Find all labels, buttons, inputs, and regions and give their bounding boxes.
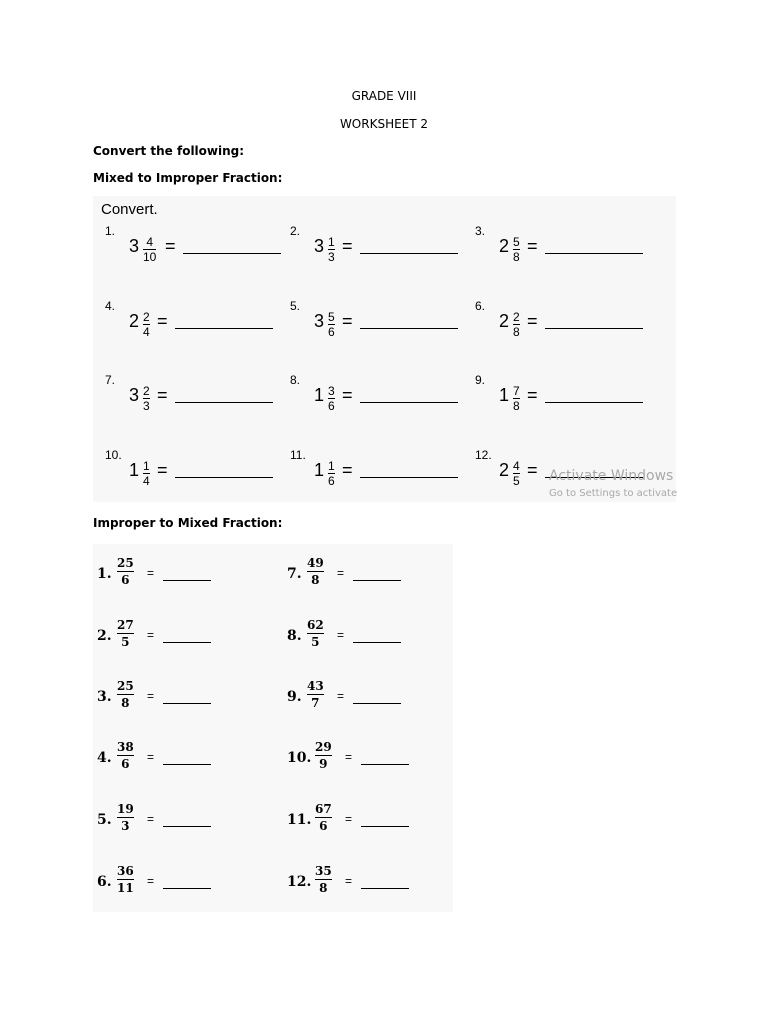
equals-sign: = [147, 689, 155, 703]
equals-sign: = [342, 236, 353, 256]
denominator: 5 [513, 474, 520, 488]
fraction [513, 385, 520, 412]
fraction-bar [315, 817, 332, 818]
fraction-bar [315, 755, 332, 756]
fraction [117, 557, 134, 586]
improper-question [97, 736, 257, 776]
improper-question [287, 552, 447, 592]
question-number: 10. [287, 750, 312, 766]
whole-number: 3 [129, 385, 140, 405]
improper-question [287, 736, 447, 776]
improper-question [97, 798, 257, 838]
question-number: 9. [475, 373, 486, 387]
answer-blank[interactable] [353, 703, 401, 704]
numerator: 27 [117, 618, 134, 632]
denominator: 8 [513, 399, 520, 413]
mixed-question [475, 299, 655, 339]
equals-sign: = [157, 311, 168, 331]
denominator: 8 [311, 573, 320, 587]
equals-sign: = [342, 311, 353, 331]
question-number: 10. [105, 448, 122, 462]
fraction-bar [117, 694, 134, 695]
equals-sign: = [337, 566, 345, 580]
fraction-bar [307, 633, 324, 634]
equals-sign: = [527, 460, 538, 480]
improper-question [97, 552, 257, 592]
answer-blank[interactable] [183, 253, 281, 254]
question-number: 2. [97, 628, 112, 644]
answer-blank[interactable] [175, 402, 273, 403]
answer-blank[interactable] [360, 253, 458, 254]
mixed-question [105, 299, 285, 339]
answer-blank[interactable] [361, 826, 409, 827]
numerator: 29 [315, 740, 332, 754]
denominator: 5 [311, 635, 320, 649]
equals-sign: = [157, 460, 168, 480]
question-number: 6. [97, 874, 112, 890]
question-number: 1. [97, 566, 112, 582]
question-number: 8. [290, 373, 301, 387]
equals-sign: = [337, 628, 345, 642]
improper-fraction-exercise [93, 544, 453, 912]
equals-sign: = [342, 385, 353, 405]
fraction [117, 803, 134, 832]
answer-blank[interactable] [353, 642, 401, 643]
convert-label: Convert. [101, 201, 158, 218]
denominator: 8 [319, 881, 328, 895]
fraction [513, 236, 520, 263]
fraction [328, 385, 335, 412]
numerator: 1 [143, 459, 150, 473]
mixed-fraction-exercise [93, 196, 676, 502]
answer-blank[interactable] [360, 402, 458, 403]
answer-blank[interactable] [163, 580, 211, 581]
numerator: 1 [328, 459, 335, 473]
denominator: 6 [328, 399, 335, 413]
equals-sign: = [147, 628, 155, 642]
whole-number: 3 [129, 236, 140, 256]
whole-number: 2 [499, 236, 510, 256]
fraction [315, 741, 332, 770]
activate-windows-hint: Go to Settings to activate [549, 488, 678, 499]
mixed-question [290, 224, 470, 264]
answer-blank[interactable] [545, 402, 643, 403]
numerator: 35 [315, 864, 332, 878]
fraction [143, 311, 150, 338]
mixed-question [475, 373, 655, 413]
fraction [307, 680, 324, 709]
fraction [117, 680, 134, 709]
numerator: 2 [513, 310, 520, 324]
answer-blank[interactable] [175, 477, 273, 478]
numerator: 4 [146, 235, 154, 249]
numerator: 43 [307, 679, 324, 693]
answer-blank[interactable] [545, 253, 643, 254]
question-number: 11. [290, 448, 306, 462]
fraction-bar [117, 571, 134, 572]
question-number: 3. [97, 689, 112, 705]
denominator: 9 [319, 757, 328, 771]
grade-title: GRADE VIII [351, 89, 417, 103]
equals-sign: = [342, 460, 353, 480]
fraction-bar [117, 817, 134, 818]
mixed-question [290, 448, 470, 488]
improper-question [287, 614, 447, 654]
fraction-bar [315, 879, 332, 880]
denominator: 6 [328, 474, 335, 488]
worksheet-title: WORKSHEET 2 [339, 117, 429, 131]
fraction [117, 865, 134, 894]
fraction-bar [117, 755, 134, 756]
section-improper-title: Improper to Mixed Fraction: [93, 516, 283, 530]
mixed-question [105, 448, 285, 488]
answer-blank[interactable] [163, 703, 211, 704]
denominator: 4 [143, 325, 150, 339]
fraction [513, 311, 520, 338]
fraction [328, 311, 335, 338]
whole-number: 3 [314, 311, 325, 331]
denominator: 8 [513, 250, 520, 264]
denominator: 6 [121, 757, 130, 771]
answer-blank[interactable] [353, 580, 401, 581]
fraction [143, 385, 150, 412]
denominator: 3 [328, 250, 335, 264]
activate-windows-watermark: Activate Windows [549, 468, 674, 484]
denominator: 6 [328, 325, 335, 339]
equals-sign: = [147, 874, 155, 888]
numerator: 49 [307, 556, 324, 570]
fraction-bar [307, 694, 324, 695]
denominator: 8 [513, 325, 520, 339]
numerator: 2 [143, 384, 150, 398]
mixed-question [105, 373, 285, 413]
question-number: 8. [287, 628, 302, 644]
instruction-text: Convert the following: [93, 144, 245, 158]
fraction [328, 460, 335, 487]
equals-sign: = [345, 812, 353, 826]
improper-question [97, 860, 257, 900]
question-number: 12. [287, 874, 312, 890]
denominator: 3 [143, 399, 150, 413]
equals-sign: = [527, 385, 538, 405]
fraction [143, 236, 156, 263]
whole-number: 2 [499, 311, 510, 331]
equals-sign: = [165, 236, 176, 256]
whole-number: 1 [314, 460, 325, 480]
denominator: 7 [311, 696, 320, 710]
whole-number: 3 [314, 236, 325, 256]
improper-question [97, 675, 257, 715]
equals-sign: = [337, 689, 345, 703]
numerator: 25 [117, 679, 134, 693]
mixed-question [290, 299, 470, 339]
question-number: 2. [290, 224, 301, 238]
denominator: 6 [319, 819, 328, 833]
equals-sign: = [345, 874, 353, 888]
fraction-bar [117, 633, 134, 634]
question-number: 7. [287, 566, 302, 582]
whole-number: 2 [129, 311, 140, 331]
answer-blank[interactable] [360, 328, 458, 329]
answer-blank[interactable] [175, 328, 273, 329]
fraction [513, 460, 520, 487]
numerator: 5 [513, 235, 520, 249]
equals-sign: = [147, 566, 155, 580]
question-number: 9. [287, 689, 302, 705]
denominator: 4 [143, 474, 150, 488]
answer-blank[interactable] [163, 764, 211, 765]
fraction [307, 557, 324, 586]
answer-blank[interactable] [361, 888, 409, 889]
equals-sign: = [527, 311, 538, 331]
improper-question [287, 675, 447, 715]
equals-sign: = [527, 236, 538, 256]
fraction [307, 619, 324, 648]
fraction [315, 865, 332, 894]
mixed-question [290, 373, 470, 413]
mixed-question [105, 224, 285, 264]
numerator: 62 [307, 618, 324, 632]
denominator: 11 [117, 881, 134, 895]
section-mixed-title: Mixed to Improper Fraction: [93, 171, 283, 185]
numerator: 1 [328, 235, 335, 249]
whole-number: 1 [499, 385, 510, 405]
answer-blank[interactable] [361, 764, 409, 765]
numerator: 4 [513, 459, 520, 473]
fraction [117, 619, 134, 648]
whole-number: 1 [129, 460, 140, 480]
improper-question [287, 798, 447, 838]
question-number: 5. [290, 299, 301, 313]
fraction [117, 741, 134, 770]
numerator: 36 [117, 864, 134, 878]
numerator: 5 [328, 310, 335, 324]
answer-blank[interactable] [360, 477, 458, 478]
denominator: 6 [121, 573, 130, 587]
mixed-question [475, 224, 655, 264]
answer-blank[interactable] [163, 642, 211, 643]
equals-sign: = [157, 385, 168, 405]
fraction [315, 803, 332, 832]
question-number: 6. [475, 299, 486, 313]
numerator: 25 [117, 556, 134, 570]
denominator: 3 [121, 819, 130, 833]
numerator: 67 [315, 802, 332, 816]
fraction-bar [117, 879, 134, 880]
question-number: 4. [97, 750, 112, 766]
question-number: 11. [287, 812, 312, 828]
numerator: 19 [117, 802, 134, 816]
denominator: 8 [121, 696, 130, 710]
denominator: 10 [143, 250, 157, 264]
numerator: 38 [117, 740, 134, 754]
numerator: 7 [513, 384, 520, 398]
whole-number: 2 [499, 460, 510, 480]
improper-question [97, 614, 257, 654]
fraction [328, 236, 335, 263]
question-number: 1. [105, 224, 116, 238]
whole-number: 1 [314, 385, 325, 405]
answer-blank[interactable] [545, 328, 643, 329]
numerator: 3 [328, 384, 335, 398]
equals-sign: = [345, 750, 353, 764]
question-number: 12. [475, 448, 492, 462]
question-number: 7. [105, 373, 116, 387]
question-number: 5. [97, 812, 112, 828]
answer-blank[interactable] [163, 888, 211, 889]
improper-question [287, 860, 447, 900]
answer-blank[interactable] [163, 826, 211, 827]
numerator: 2 [143, 310, 150, 324]
question-number: 4. [105, 299, 116, 313]
fraction [143, 460, 150, 487]
equals-sign: = [147, 812, 155, 826]
fraction-bar [307, 571, 324, 572]
denominator: 5 [121, 635, 130, 649]
equals-sign: = [147, 750, 155, 764]
question-number: 3. [475, 224, 486, 238]
